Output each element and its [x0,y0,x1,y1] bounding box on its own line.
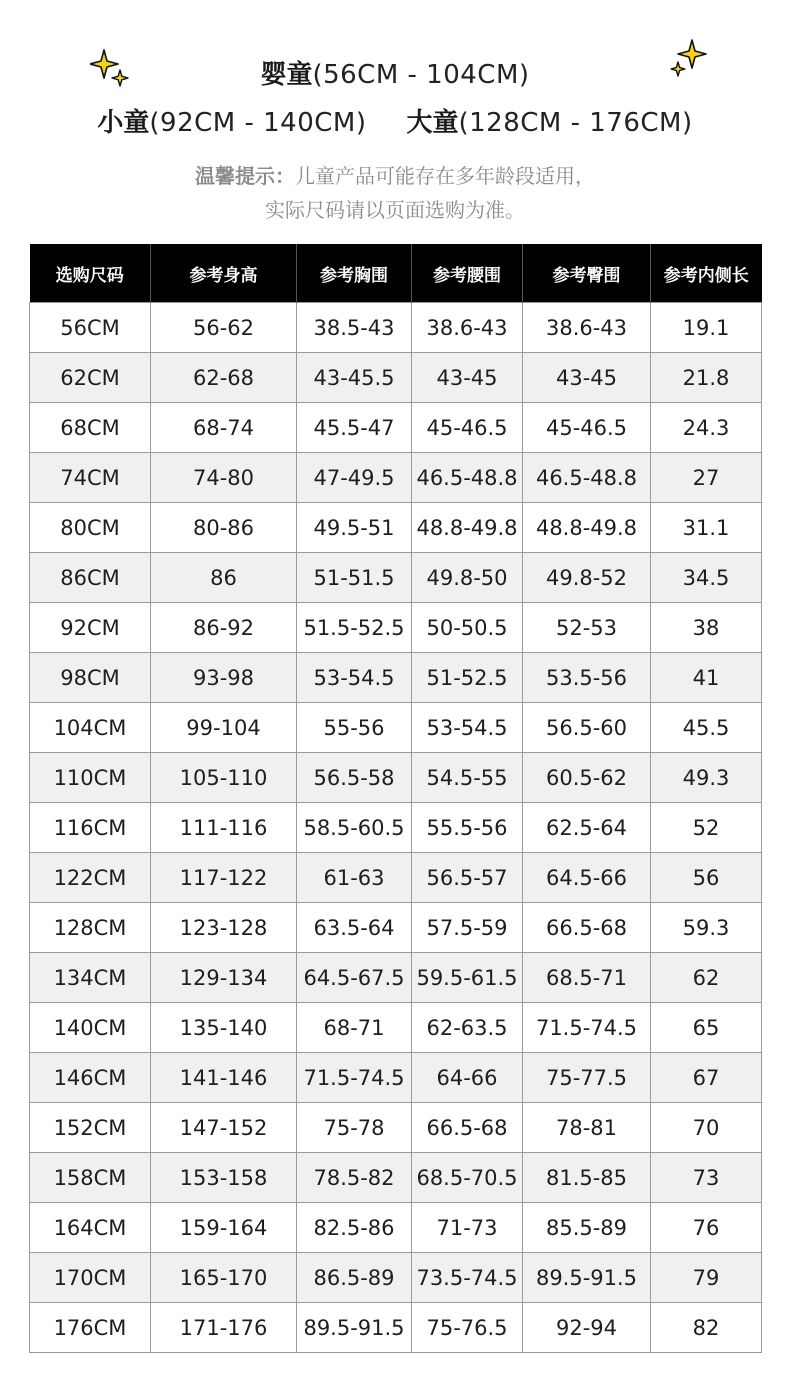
waist-cell: 62-63.5 [412,1003,523,1053]
waist-cell: 38.6-43 [412,303,523,353]
height-cell: 56-62 [151,303,297,353]
table-row [30,653,762,703]
height-cell: 62-68 [151,353,297,403]
size-cell: 134CM [30,953,151,1003]
chest-cell: 38.5-43 [297,303,412,353]
size-cell: 92CM [30,603,151,653]
size-cell: 158CM [30,1153,151,1203]
height-cell: 105-110 [151,753,297,803]
table-row [30,1103,762,1153]
table-row [30,603,762,653]
inseam-cell: 62 [651,953,762,1003]
tip-text-1: 儿童产品可能存在多年龄段适用， [295,164,595,188]
big-child-range [406,106,692,140]
hip-cell: 56.5-60 [523,703,651,753]
chest-cell: 47-49.5 [297,453,412,503]
chest-cell: 45.5-47 [297,403,412,453]
size-cell: 116CM [30,803,151,853]
height-cell: 135-140 [151,1003,297,1053]
chest-cell: 86.5-89 [297,1253,412,1303]
chest-cell: 64.5-67.5 [297,953,412,1003]
table-row [30,1203,762,1253]
size-cell: 80CM [30,503,151,553]
size-cell: 62CM [30,353,151,403]
chest-cell: 68-71 [297,1003,412,1053]
height-cell: 123-128 [151,903,297,953]
inseam-cell: 56 [651,853,762,903]
chest-cell: 49.5-51 [297,503,412,553]
chest-cell: 82.5-86 [297,1203,412,1253]
inseam-cell: 21.8 [651,353,762,403]
waist-cell: 68.5-70.5 [412,1153,523,1203]
height-cell: 147-152 [151,1103,297,1153]
inseam-cell: 73 [651,1153,762,1203]
waist-cell: 73.5-74.5 [412,1253,523,1303]
hip-header: 参考臀围 [523,244,651,303]
size-cell: 98CM [30,653,151,703]
chest-cell: 78.5-82 [297,1153,412,1203]
size-cell: 140CM [30,1003,151,1053]
size-cell: 122CM [30,853,151,903]
hip-cell: 43-45 [523,353,651,403]
small-child-label: 小童 [97,108,150,138]
hip-cell: 38.6-43 [523,303,651,353]
hip-cell: 71.5-74.5 [523,1003,651,1053]
height-cell: 153-158 [151,1153,297,1203]
hip-cell: 46.5-48.8 [523,453,651,503]
size-guide-header [0,0,790,240]
table-row [30,1003,762,1053]
chest-cell: 43-45.5 [297,353,412,403]
chest-header: 参考胸围 [297,244,412,303]
size-cell: 152CM [30,1103,151,1153]
waist-cell: 45-46.5 [412,403,523,453]
size-chart-table [29,244,762,1353]
inseam-cell: 24.3 [651,403,762,453]
inseam-cell: 70 [651,1103,762,1153]
chest-cell: 56.5-58 [297,753,412,803]
height-cell: 86 [151,553,297,603]
table-row [30,953,762,1003]
height-cell: 111-116 [151,803,297,853]
hip-cell: 68.5-71 [523,953,651,1003]
height-cell: 93-98 [151,653,297,703]
waist-header: 参考腰围 [412,244,523,303]
hip-cell: 92-94 [523,1303,651,1353]
inseam-cell: 31.1 [651,503,762,553]
size-cell: 176CM [30,1303,151,1353]
height-cell: 171-176 [151,1303,297,1353]
size-cell: 86CM [30,553,151,603]
chest-cell: 55-56 [297,703,412,753]
height-cell: 99-104 [151,703,297,753]
waist-cell: 56.5-57 [412,853,523,903]
big-child-range-value: (128CM - 176CM) [458,108,693,138]
height-cell: 74-80 [151,453,297,503]
table-row [30,553,762,603]
table-row [30,803,762,853]
table-row [30,403,762,453]
hip-cell: 66.5-68 [523,903,651,953]
hip-cell: 53.5-56 [523,653,651,703]
table-header-row [30,244,762,303]
hip-cell: 85.5-89 [523,1203,651,1253]
table-body [30,303,762,1353]
size-cell: 170CM [30,1253,151,1303]
inseam-cell: 65 [651,1003,762,1053]
big-child-label: 大童 [406,108,459,138]
hip-cell: 89.5-91.5 [523,1253,651,1303]
size-cell: 56CM [30,303,151,353]
height-cell: 117-122 [151,853,297,903]
waist-cell: 55.5-56 [412,803,523,853]
table-row [30,503,762,553]
height-cell: 86-92 [151,603,297,653]
waist-cell: 43-45 [412,353,523,403]
waist-cell: 46.5-48.8 [412,453,523,503]
waist-cell: 57.5-59 [412,903,523,953]
small-child-range-value: (92CM - 140CM) [149,108,367,138]
table-row [30,303,762,353]
hip-cell: 78-81 [523,1103,651,1153]
chest-cell: 75-78 [297,1103,412,1153]
chest-cell: 58.5-60.5 [297,803,412,853]
inseam-cell: 52 [651,803,762,853]
chest-cell: 89.5-91.5 [297,1303,412,1353]
waist-cell: 59.5-61.5 [412,953,523,1003]
waist-cell: 50-50.5 [412,603,523,653]
tip-line-2 [0,194,790,226]
chest-cell: 53-54.5 [297,653,412,703]
hip-cell: 75-77.5 [523,1053,651,1103]
small-child-range [97,106,366,140]
hip-cell: 62.5-64 [523,803,651,853]
table-row [30,903,762,953]
waist-cell: 48.8-49.8 [412,503,523,553]
waist-cell: 51-52.5 [412,653,523,703]
child-size-ranges [0,106,790,140]
table-row [30,353,762,403]
size-cell: 68CM [30,403,151,453]
height-cell: 80-86 [151,503,297,553]
inseam-cell: 67 [651,1053,762,1103]
height-cell: 68-74 [151,403,297,453]
waist-cell: 71-73 [412,1203,523,1253]
waist-cell: 66.5-68 [412,1103,523,1153]
inseam-cell: 76 [651,1203,762,1253]
height-cell: 129-134 [151,953,297,1003]
inseam-cell: 27 [651,453,762,503]
hip-cell: 52-53 [523,603,651,653]
inseam-cell: 34.5 [651,553,762,603]
tip-text-2: 实际尺码请以页面选购为准。 [265,198,525,222]
size-cell: 164CM [30,1203,151,1253]
tip-label: 温馨提示： [195,164,295,188]
height-cell: 141-146 [151,1053,297,1103]
chest-cell: 63.5-64 [297,903,412,953]
inseam-cell: 82 [651,1303,762,1353]
hip-cell: 64.5-66 [523,853,651,903]
size-cell: 74CM [30,453,151,503]
inseam-cell: 19.1 [651,303,762,353]
size-cell: 128CM [30,903,151,953]
inseam-header: 参考内侧长 [651,244,762,303]
height-header: 参考身高 [151,244,297,303]
hip-cell: 45-46.5 [523,403,651,453]
chest-cell: 51-51.5 [297,553,412,603]
infant-range: (56CM - 104CM) [312,60,530,90]
size-cell: 104CM [30,703,151,753]
hip-cell: 48.8-49.8 [523,503,651,553]
inseam-cell: 49.3 [651,753,762,803]
waist-cell: 53-54.5 [412,703,523,753]
chest-cell: 61-63 [297,853,412,903]
height-cell: 159-164 [151,1203,297,1253]
hip-cell: 49.8-52 [523,553,651,603]
waist-cell: 75-76.5 [412,1303,523,1353]
infant-label: 婴童 [260,60,313,90]
chest-cell: 71.5-74.5 [297,1053,412,1103]
waist-cell: 64-66 [412,1053,523,1103]
inseam-cell: 59.3 [651,903,762,953]
size-cell: 146CM [30,1053,151,1103]
chest-cell: 51.5-52.5 [297,603,412,653]
inseam-cell: 45.5 [651,703,762,753]
inseam-cell: 79 [651,1253,762,1303]
height-cell: 165-170 [151,1253,297,1303]
size-header: 选购尺码 [30,244,151,303]
table-row [30,1253,762,1303]
inseam-cell: 41 [651,653,762,703]
infant-size-range [0,58,790,92]
table-row [30,703,762,753]
hip-cell: 60.5-62 [523,753,651,803]
size-cell: 110CM [30,753,151,803]
waist-cell: 49.8-50 [412,553,523,603]
tip-line-1 [0,160,790,192]
waist-cell: 54.5-55 [412,753,523,803]
table-row [30,753,762,803]
table-row [30,453,762,503]
table-row [30,1053,762,1103]
table-row [30,1303,762,1353]
table-row [30,853,762,903]
inseam-cell: 38 [651,603,762,653]
hip-cell: 81.5-85 [523,1153,651,1203]
table-row [30,1153,762,1203]
